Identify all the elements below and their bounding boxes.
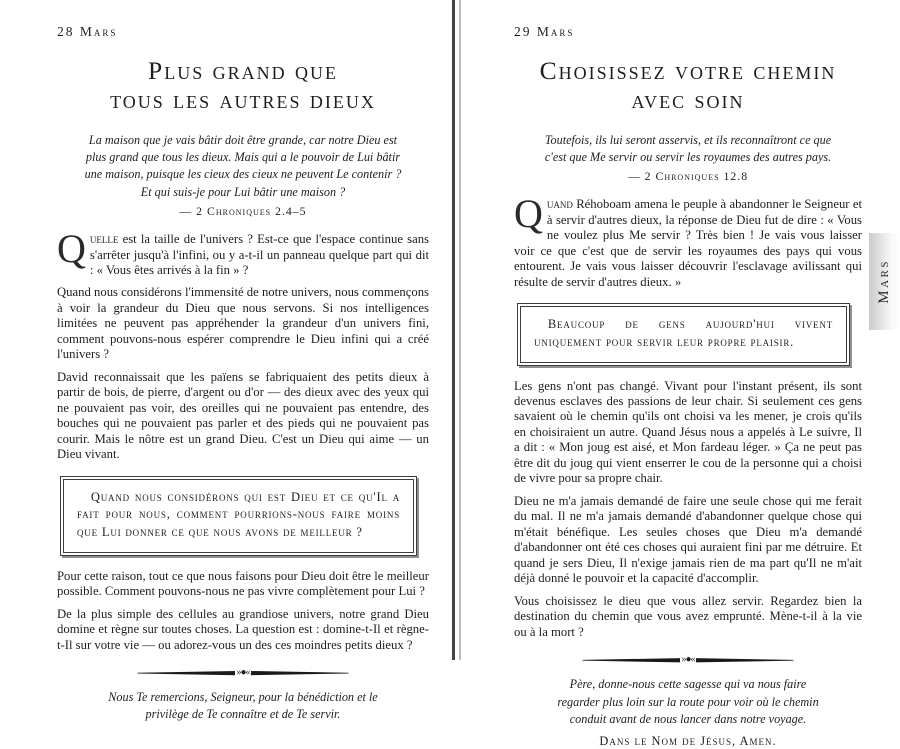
body-text-right-after — [514, 379, 862, 641]
opening-smallcaps: uand — [546, 197, 573, 212]
date-header-left: 28 Mars — [57, 24, 118, 39]
callout-box-left — [60, 476, 417, 556]
divider-line-icon — [251, 671, 349, 676]
paragraph — [57, 226, 429, 278]
paragraph: David reconnaissait que les païens se fabriquaient des petits dieux à partir de bois, de pierre, d'argent ou d'or — des dieux avec des yeux qui ne pouvaient pas voir, des oreilles qui ne pouvaient pas entendre, des bouches qui ne pouvaient pas parler et des pieds qui ne pouvaient pas courir. Mais le nôtre est un grand Dieu. C'est un Dieu qui aime — un Dieu vivant. — [57, 369, 429, 462]
opening-smallcaps: uelle — [89, 232, 119, 247]
paragraph: Pour cette raison, tout ce que nous faisons pour Dieu doit être le meilleur possible. Comment pouvons-nous ne pas vivre complètement pour Lui ? — [57, 568, 429, 599]
scripture-reference-right: — 2 Chroniques 12.8 — [627, 169, 749, 184]
closing-prayer-right: Père, donne-nous cette sagesse qui va nous faire regarder plus loin sur la route pour voir où le chemin conduit avant de nous lancer dans notre voyage. — [557, 677, 819, 726]
title-line-1: Plus grand que — [148, 56, 338, 85]
divider-ornament-icon: »●« — [681, 654, 695, 666]
paragraph: Quand nous considérons l'immensité de notre univers, nous commençons à voir la grandeur du Dieu que nous servons. Si nos intelligences limitées ne peuvent pas appréhender la grandeur d'un univers fini, comment pouvons-nous espérer comprendre le Dieu infini qui a créé l'univers ? — [57, 285, 429, 362]
devotional-title-left — [57, 56, 429, 115]
divider-ornament-icon: »●« — [236, 667, 250, 679]
month-tab-label: Mars — [876, 259, 892, 304]
divider-line-icon — [696, 658, 794, 663]
callout-text: Beaucoup de gens aujourd'hui vivent uniquement pour servir leur propre plaisir. — [520, 306, 847, 362]
paragraph — [514, 191, 862, 290]
devotional-title-right — [514, 56, 862, 115]
book-spine-highlight — [459, 0, 461, 660]
scripture-epigraph-left: La maison que je vais bâtir doit être grande, car notre Dieu est plus grand que tous les dieux. Mais qui a le pouvoir de Lui bâtir une maison, puisque les cieux des cieux ne peuvent Le contenir ? Et qui suis-je pour Lui bâtir une maison ? — [84, 132, 402, 199]
dropcap-letter: Q — [57, 226, 86, 272]
paragraph: De la plus simple des cellules au grandiose univers, notre grand Dieu domine et règne sur toutes choses. La question est : domine-t-Il et règne-t-Il sur votre vie — ou adorez-vous un des ces moindres petits dieux ? — [57, 606, 429, 652]
date-header-right: 29 Mars — [514, 24, 575, 39]
body-text-left-after — [57, 569, 429, 653]
title-line-2: tous les autres dieux — [110, 85, 376, 115]
opening-text: est la taille de l'univers ? Est-ce que l'espace continue sans s'arrêter jusqu'à l'infini, ou y a-t-il un panneau quelque part qui dit : « Vous êtes arrivés à la fin » ? — [89, 232, 429, 277]
book-spine-line — [452, 0, 455, 660]
closing-prayer-left: Nous Te remercions, Seigneur, pour la bénédiction et le privilège de Te connaître et de Te servir. — [108, 690, 378, 722]
callout-box-right — [517, 303, 850, 365]
opening-text: Réhoboam amena le peuple à abandonner le Seigneur et à servir d'autres dieux, la réponse de Dieu fut de dire : « Vous ne voulez plus Me servir ? Très bien ! Je vais vous laisser voir ce que c'est que de servir les royaumes des pays qui vous entourent. Je vais vous laisser découvrir l'esclavage avilissant qui résulte de servir d'autres dieux. » — [514, 197, 862, 289]
amen-line: Dans le Nom de Jésus, Amen. — [599, 734, 777, 749]
month-tab-mars[interactable] — [869, 233, 900, 330]
callout-text: Quand nous considérons qui est Dieu et ce qu'Il a fait pour nous, comment pourrions-nous faire moins que Lui donner ce que nous avons de meilleur ? — [63, 479, 414, 553]
dropcap-letter: Q — [514, 191, 543, 237]
page-right — [514, 24, 862, 749]
title-line-2: avec soin — [631, 85, 745, 115]
paragraph: Les gens n'ont pas changé. Vivant pour l'instant présent, ils sont devenus esclaves des passions de leur chair. Si seulement ces gens savaient où le chemin qu'ils ont choisi va les mener, je crois qu'ils en choisiraient un autre. Quand Jésus nous a appelés à Le suivre, Il a dit : « Mon joug est aisé, et Mon fardeau léger. » Ça ne peut pas être dit du joug qui vient enserrer le cou de la personne qui a choisi de vivre pour sa propre chair. — [514, 378, 862, 486]
title-line-1: Choisissez votre chemin — [539, 56, 837, 85]
body-text-left — [57, 226, 429, 463]
section-divider-right — [514, 656, 862, 664]
body-text-right — [514, 191, 862, 290]
divider-line-icon — [582, 658, 680, 663]
divider-line-icon — [137, 671, 235, 676]
scripture-epigraph-right: Toutefois, ils lui seront asservis, et ils reconnaîtront ce que c'est que Me servir ou servir les royaumes des autres pays. — [544, 132, 832, 165]
page-left — [57, 24, 429, 724]
paragraph: Vous choisissez le dieu que vous allez servir. Regardez bien la destination du chemin que vous avez emprunté. Mène-t-il à la vie ou à la mort ? — [514, 593, 862, 639]
paragraph: Dieu ne m'a jamais demandé de faire une seule chose qui me ferait du mal. Il ne m'a jamais demandé d'abandonner quelque chose qui m'était bénéfique. Les seules choses que Dieu m'a demandé d'abandonner ont été ces choses qui auraient fini par me détruire. Et quand je sers Dieu, Il n'exige jamais rien de ma part qu'Il ne m'ait déjà donné le pouvoir et la capacité d'accomplir. — [514, 493, 862, 586]
scripture-reference-left: — 2 Chroniques 2.4–5 — [179, 204, 307, 219]
section-divider-left — [57, 669, 429, 677]
